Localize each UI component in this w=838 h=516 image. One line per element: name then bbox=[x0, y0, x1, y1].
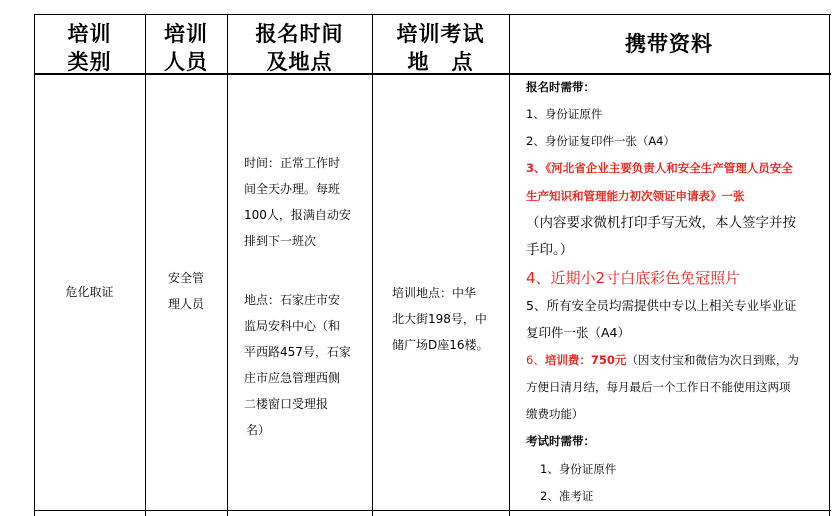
material-item-6-line2: 方便日清月结，每月最后一个工作日不能使用这两项 bbox=[526, 380, 791, 394]
header-exam-place-line1: 培训考试 bbox=[396, 21, 485, 46]
material-item-3-note-line1: （内容要求微机打印手写无效，本人签字并按 bbox=[526, 215, 796, 231]
table-border-col2 bbox=[227, 14, 228, 516]
place-line: 监局安科中心（和 bbox=[244, 319, 341, 333]
material-item-6-line3: 缴费功能） bbox=[526, 407, 584, 421]
header-training-type-line1: 培训 bbox=[67, 21, 112, 46]
table-border-right bbox=[829, 14, 830, 516]
cell-training-people-line1: 安全管 bbox=[167, 271, 204, 285]
header-training-people-line2: 人员 bbox=[164, 49, 208, 74]
time-line: 排到下一班次 bbox=[244, 234, 317, 248]
cell-training-people bbox=[145, 265, 227, 317]
table-row-divider bbox=[34, 510, 831, 511]
time-line: 100人，报满自动安 bbox=[244, 208, 351, 222]
material-item-5-line1: 5、所有安全员均需提供中专以上相关专业毕业证 bbox=[526, 298, 797, 313]
place-line: 平西路457号，石家 bbox=[244, 345, 351, 359]
time-line: 间全天办理。每班 bbox=[244, 182, 341, 196]
exam-materials-heading: 考试时需带： bbox=[526, 434, 595, 448]
material-item-6-fee: 培训费：750元 bbox=[544, 353, 627, 367]
table-border-col4 bbox=[509, 14, 510, 516]
header-signup-time-place-line1: 报名时间 bbox=[255, 21, 344, 46]
header-exam-place bbox=[372, 20, 509, 76]
header-training-people bbox=[145, 20, 227, 76]
table-border-left bbox=[34, 14, 35, 516]
material-item-3-line1: 3、《河北省企业主要负责人和安全生产管理人员安全 bbox=[526, 161, 793, 175]
material-item-6-note: （因支付宝和微信为次日到账，为 bbox=[626, 353, 799, 367]
material-item-2: 2、身份证复印件一张（A4） bbox=[526, 134, 675, 148]
header-signup-time-place-line2: 及地点 bbox=[266, 49, 333, 74]
exam-line: 北大街198号，中 bbox=[392, 312, 487, 326]
exam-material-item-1: 1、身份证原件 bbox=[540, 462, 617, 476]
header-signup-time-place bbox=[227, 20, 372, 76]
table-border-top bbox=[34, 14, 831, 15]
material-item-6-line1 bbox=[526, 347, 799, 373]
material-item-6-prefix: 6、 bbox=[526, 353, 545, 367]
header-training-type-line2: 类别 bbox=[67, 49, 112, 74]
exam-line: 培训地点：中华 bbox=[392, 286, 477, 300]
place-line: 名） bbox=[246, 423, 271, 437]
material-item-1: 1、身份证原件 bbox=[526, 107, 603, 121]
cell-signup-place bbox=[244, 287, 368, 443]
table-border-col3 bbox=[372, 14, 373, 516]
signup-materials-heading: 报名时需带： bbox=[526, 80, 595, 94]
place-line: 二楼窗口受理报 bbox=[244, 397, 329, 411]
material-item-4: 4、近期小2寸白底彩色免冠照片 bbox=[526, 269, 741, 287]
header-training-type bbox=[34, 20, 145, 76]
exam-material-item-2: 2、准考证 bbox=[540, 489, 594, 503]
cell-exam-place bbox=[392, 280, 504, 358]
exam-line: 储广场D座16楼。 bbox=[392, 338, 489, 352]
material-item-5-line2: 复印件一张（A4） bbox=[526, 325, 631, 340]
header-training-people-line1: 培训 bbox=[164, 21, 208, 46]
time-line: 时间：正常工作时 bbox=[244, 156, 341, 170]
place-line: 庄市应急管理西侧 bbox=[244, 371, 341, 385]
cell-training-type: 危化取证 bbox=[65, 285, 114, 299]
cell-training-people-line2: 理人员 bbox=[167, 297, 204, 311]
cell-signup-time bbox=[244, 150, 368, 254]
material-item-3-note-line2: 手印。） bbox=[526, 242, 574, 258]
place-line: 地点：石家庄市安 bbox=[244, 293, 341, 307]
material-item-3-line2: 生产知识和管理能力初次领证申请表》一张 bbox=[526, 189, 745, 203]
header-exam-place-line2: 地 点 bbox=[407, 49, 474, 74]
header-materials: 携带资料 bbox=[625, 31, 713, 56]
